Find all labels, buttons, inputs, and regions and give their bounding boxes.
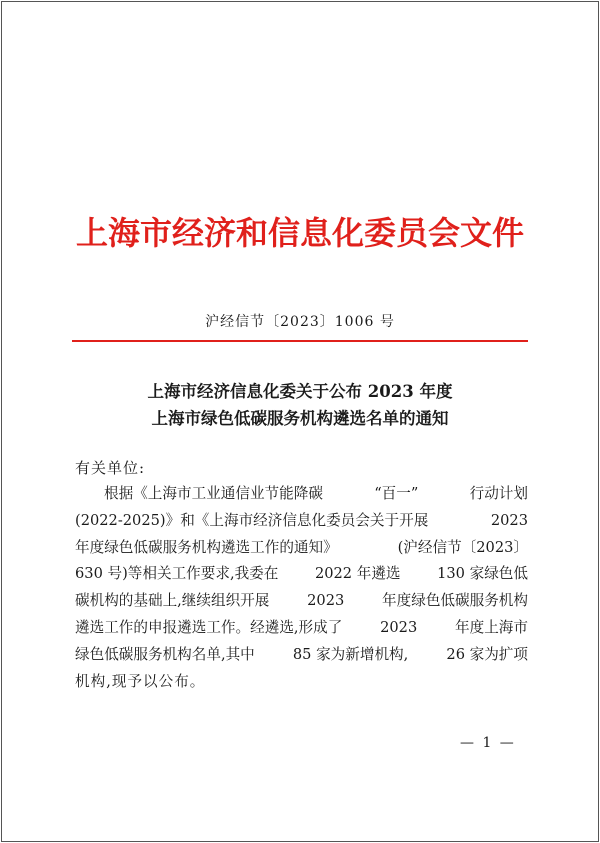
- body-text-fragment: 26 家为扩项: [446, 645, 528, 663]
- body-text-fragment: 年度绿色低碳服务机构: [382, 592, 528, 610]
- body-text-fragment: 2023: [307, 592, 345, 610]
- body-text-fragment: 年度绿色低碳服务机构遴选工作的通知》: [75, 538, 338, 556]
- body-text-fragment: 2022 年遴选: [314, 565, 401, 583]
- document-number: 沪经信节〔2023〕1006 号: [205, 314, 395, 330]
- issuer-title: 上海市经济和信息化委员会文件: [75, 214, 524, 252]
- body-text-fragment: 2023: [490, 511, 528, 529]
- body-text-fragment: 2023: [380, 618, 418, 636]
- body-text-fragment: 绿色低碳服务机构名单,其中: [75, 645, 255, 663]
- body-line: [75, 615, 528, 642]
- body-text-fragment: 行动计划: [469, 485, 528, 502]
- body-paragraph: [75, 481, 528, 695]
- body-text-fragment: (2022-2025)》和《上海市经济信息化委员会关于开展: [75, 511, 429, 529]
- subject-line: 上海市经济信息化委关于公布 2023 年度: [147, 382, 453, 401]
- notice-subject: [0, 378, 600, 432]
- body-line: [75, 588, 528, 615]
- body-text-fragment: “百一”: [374, 485, 419, 502]
- body-line: [75, 669, 528, 696]
- body-text-fragment: 年度上海市: [455, 618, 528, 636]
- salutation: 有关单位:: [75, 459, 146, 477]
- body-line: [75, 561, 528, 588]
- body-text-fragment: (沪经信节〔2023〕: [397, 538, 528, 556]
- body-text-fragment: 130 家绿色低: [437, 565, 528, 583]
- subject-line: 上海市绿色低碳服务机构遴选名单的通知: [151, 409, 449, 428]
- body-line: [75, 508, 528, 535]
- body-text-fragment: 630 号)等相关工作要求,我委在: [75, 565, 279, 583]
- body-line: [75, 642, 528, 669]
- body-text-fragment: 根据《上海市工业通信业节能降碳: [104, 485, 323, 502]
- body-line: [75, 535, 528, 562]
- body-text-fragment: 遴选工作的申报遴选工作。经遴选,形成了: [75, 618, 343, 636]
- body-text-fragment: 85 家为新增机构,: [292, 645, 409, 663]
- red-separator-line: [72, 340, 528, 342]
- page-number: — 1 —: [460, 735, 516, 751]
- body-text-fragment: 机构,现予以公布。: [75, 672, 206, 690]
- body-line: [75, 481, 528, 508]
- body-text-fragment: 碳机构的基础上,继续组织开展: [75, 592, 270, 610]
